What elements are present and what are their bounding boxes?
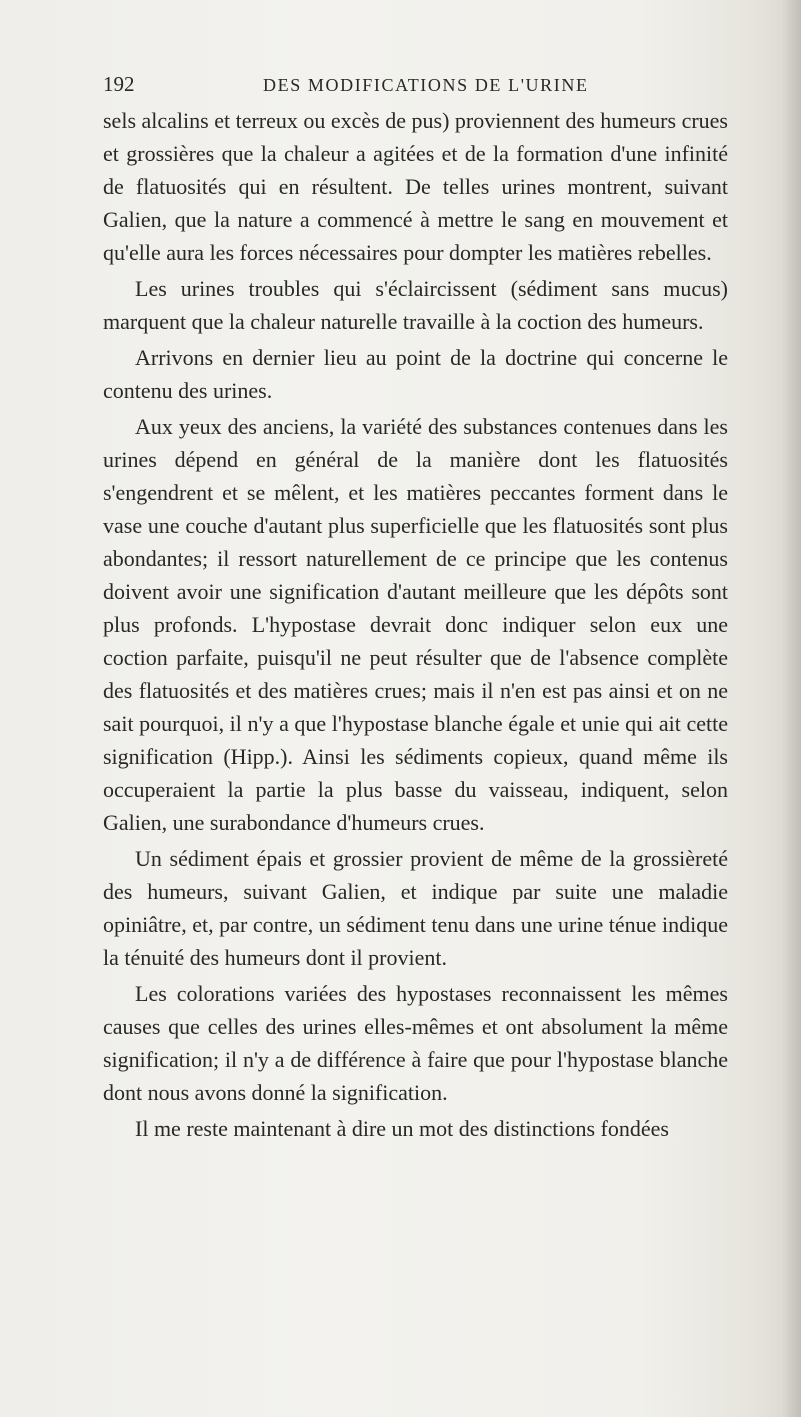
running-head: DES MODIFICATIONS DE L'URINE bbox=[263, 75, 589, 95]
paragraph-sediment-epais: Un sédiment épais et grossier provient de même de la grossièreté des humeurs, suivant Galien, et indique par suite une maladie opiniâtre, et, par contre, un sédiment tenu dans une urine ténue indique la ténuité des humeurs dont il provient. bbox=[103, 846, 728, 970]
paragraph-continuation: sels alcalins et terreux ou excès de pus) proviennent des humeurs crues et grossières que la chaleur a agitées et de la formation d'une infinité de flatuosités qui en résultent. De telles urines montrent, suivant Galien, que la nature a commencé à mettre le sang en mouvement et qu'elle aura les forces nécessaires pour dompter les matières rebelles. bbox=[103, 108, 728, 265]
page-edge-shadow bbox=[781, 0, 801, 1417]
paragraph-distinctions: Il me reste maintenant à dire un mot des distinctions fondées bbox=[135, 1116, 669, 1141]
paragraph-colorations: Les colorations variées des hypostases reconnaissent les mêmes causes que celles des urines elles-mêmes et ont absolument la même signification; il n'y a de différence à faire que pour l'hypostase blanche dont nous avons donné la signification. bbox=[103, 981, 728, 1105]
paragraph-urines-troubles: Les urines troubles qui s'éclaircissent (sédiment sans mucus) marquent que la chaleur naturelle travaille à la coction des humeurs. bbox=[103, 276, 728, 334]
page-header bbox=[103, 72, 723, 100]
page-number: 192 bbox=[103, 72, 135, 96]
paragraph-anciens: Aux yeux des anciens, la variété des substances contenues dans les urines dépend en général de la manière dont les flatuosités s'engendrent et se mêlent, et les matières peccantes forment dans le vase une couche d'autant plus superficielle que les flatuosités sont plus abondantes; il ressort naturellement de ce principe que les contenus doivent avoir une signification d'autant meilleure que les dépôts sont plus profonds. L'hypostase devrait donc indiquer selon eux une coction parfaite, puisqu'il ne peut résulter que de l'absence complète des flatuosités et des matières crues; mais il n'en est pas ainsi et on ne sait pourquoi, il n'y a que l'hypostase blanche égale et unie qui ait cette signification (Hipp.). Ainsi les sédiments copieux, quand même ils occuperaient la partie la plus basse du vaisseau, indiquent, selon Galien, une surabondance d'humeurs crues. bbox=[103, 414, 728, 835]
body-text bbox=[103, 104, 728, 1148]
paragraph-contenu: Arrivons en dernier lieu au point de la doctrine qui concerne le contenu des urines. bbox=[103, 345, 728, 403]
